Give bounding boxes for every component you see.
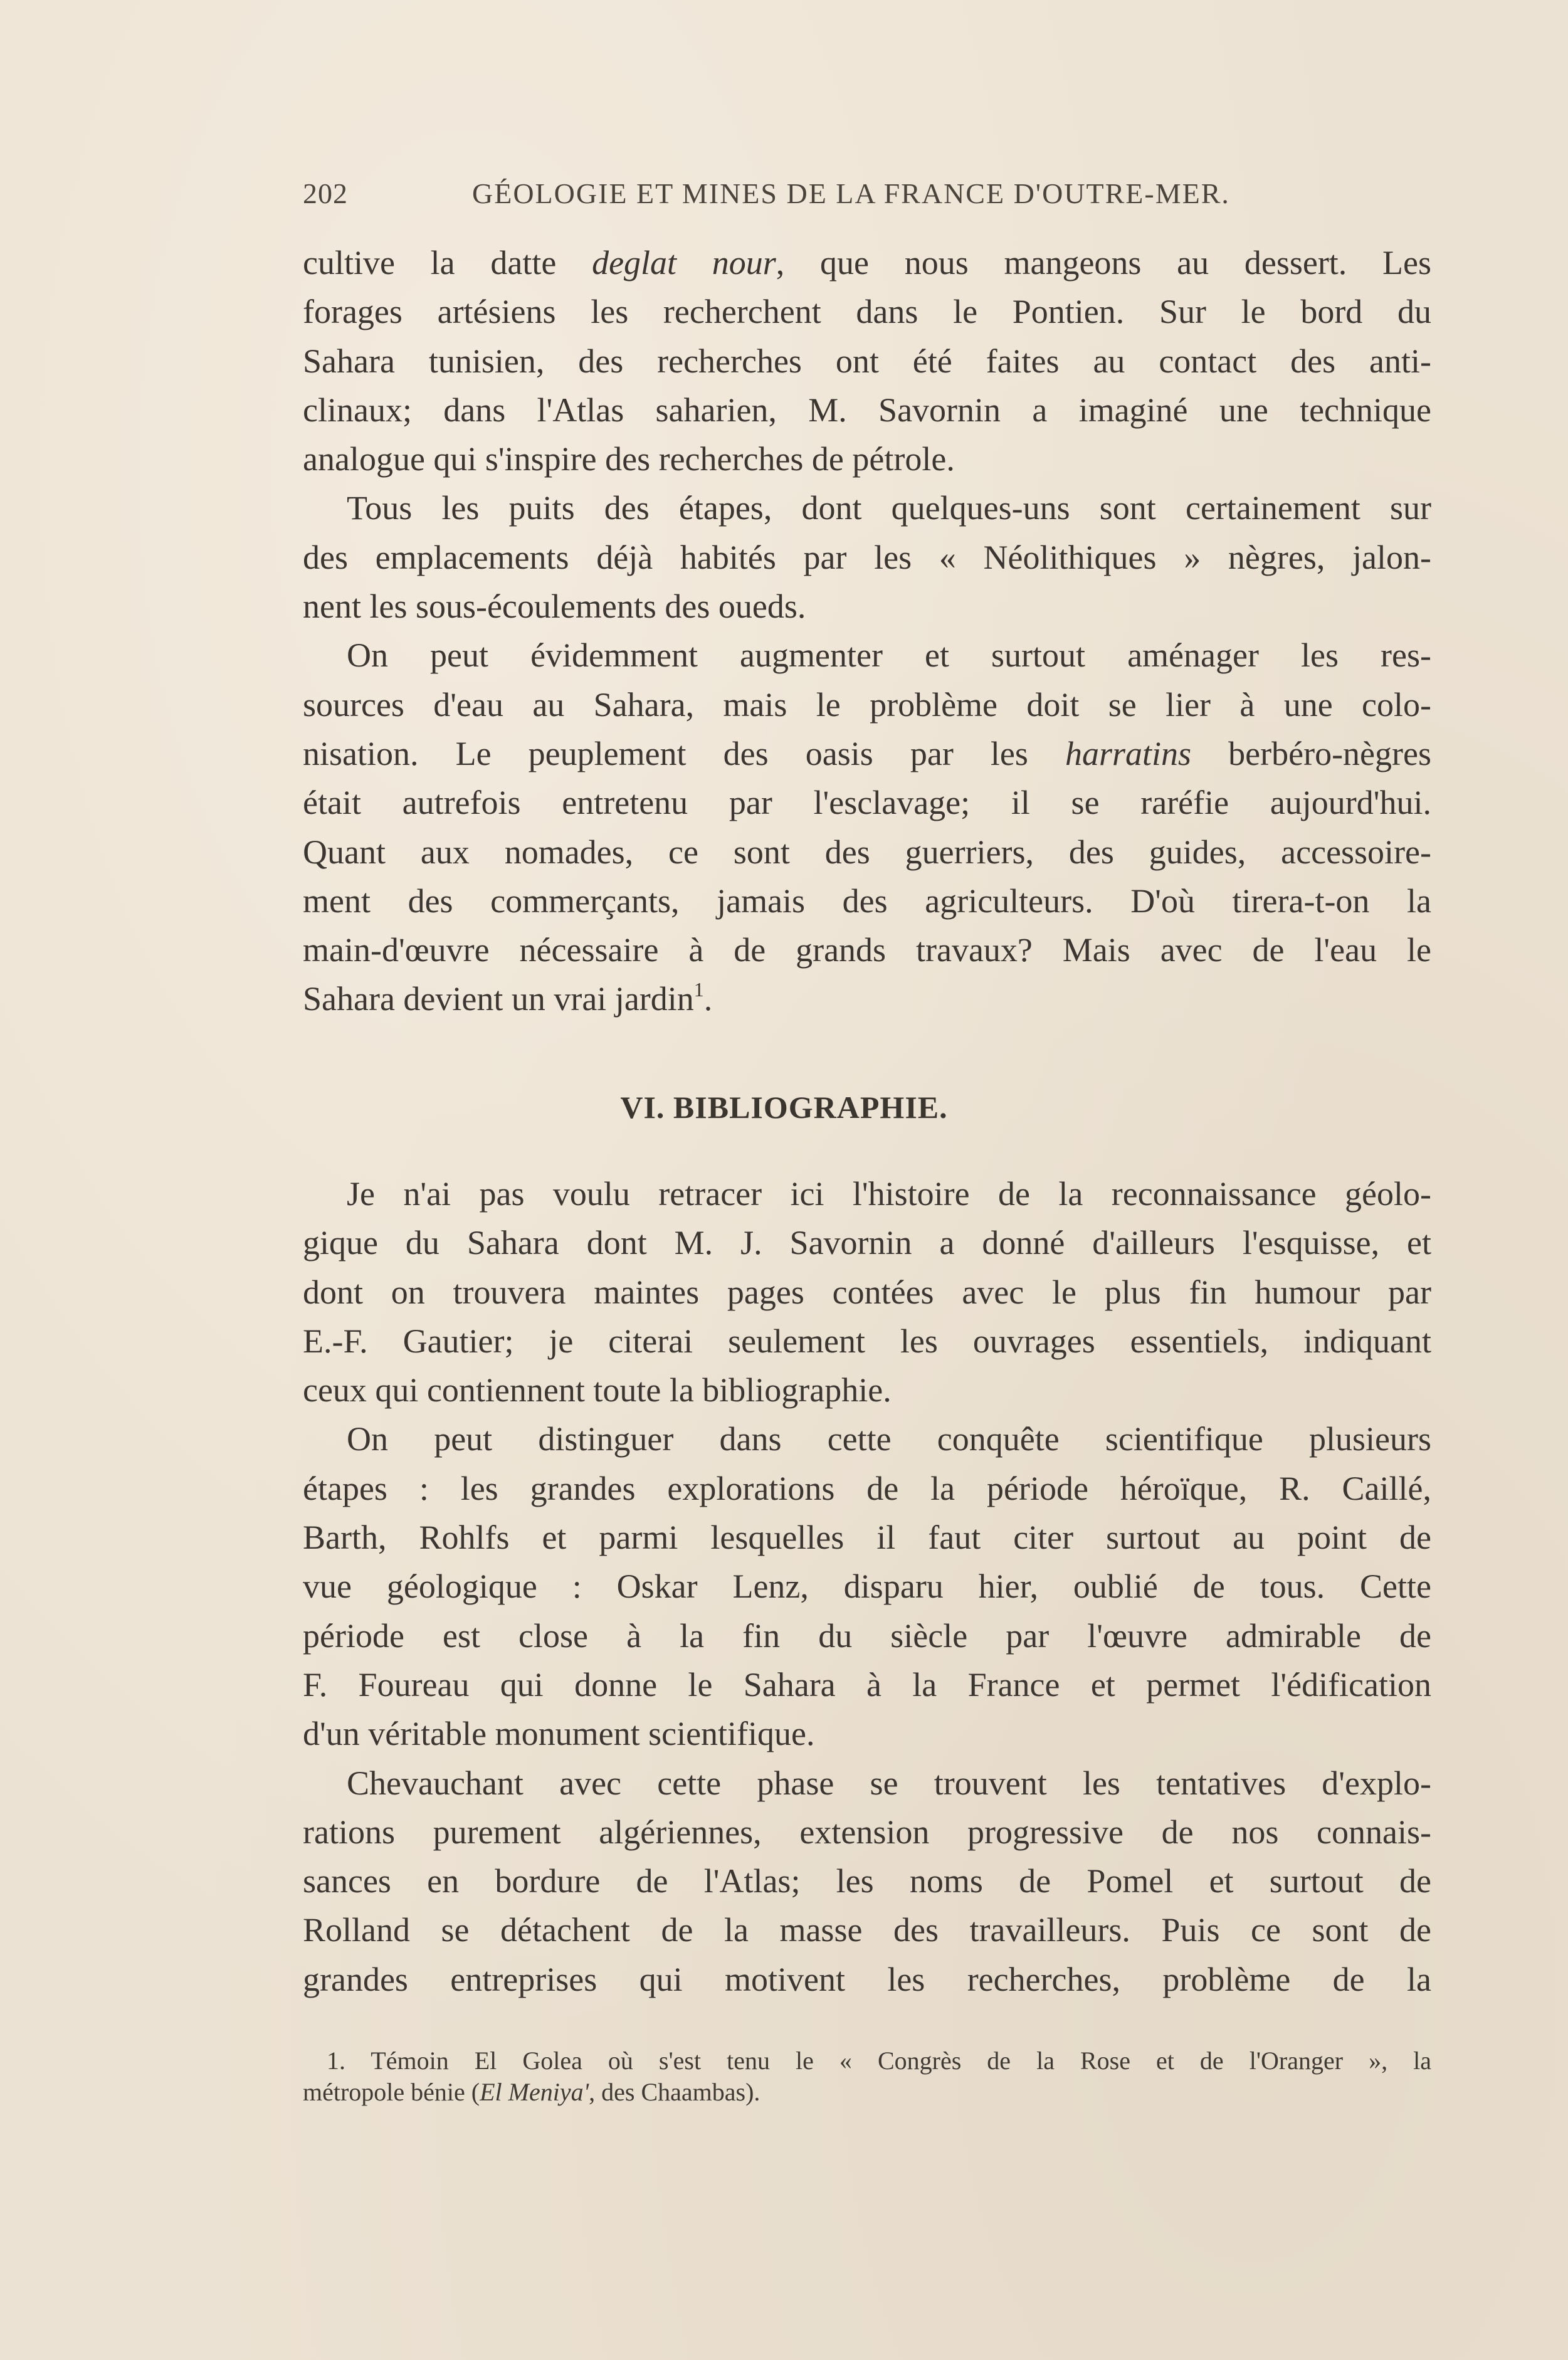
section-heading: VI. BIBLIOGRAPHIE. [620, 1090, 948, 1125]
running-title: GÉOLOGIE ET MINES DE LA FRANCE D'OUTRE-MER. [472, 177, 1230, 209]
text-line: gique du Sahara dont M. J. Savornin a donné d'ailleurs l'esquisse, et [303, 1224, 1431, 1262]
text-run: cultive la datte [303, 244, 592, 282]
text-run: , des Chaambas). [589, 2078, 760, 2106]
text-line: des emplacements déjà habités par les « Néolithiques » nègres, jalon- [303, 538, 1431, 576]
text-line: nent les sous-écoulements des oueds. [303, 587, 806, 626]
text-line: vue géologique : Oskar Lenz, disparu hier, oublié de tous. Cette [303, 1567, 1431, 1606]
text-line: On peut distinguer dans cette conquête scientifique plusieurs [347, 1420, 1431, 1458]
text-run: berbéro-nègres [1191, 734, 1431, 772]
text-line: Je n'ai pas voulu retracer ici l'histoire de la reconnaissance géolo- [347, 1175, 1431, 1213]
paragraph [303, 483, 1431, 631]
body-text-section-two [303, 1169, 1431, 2004]
text-run: métropole bénie ( [303, 2078, 480, 2106]
text-line: dont on trouvera maintes pages contées avec le plus fin humour par [303, 1273, 1431, 1311]
text-line [303, 238, 1431, 287]
text-line: ceux qui contiennent toute la bibliographie. [303, 1371, 892, 1409]
text-line: Chevauchant avec cette phase se trouvent les tentatives d'explo- [347, 1764, 1431, 1802]
text-line: sances en bordure de l'Atlas; les noms de Pomel et surtout de [303, 1862, 1431, 1900]
footnote-line: 1. Témoin El Golea où s'est tenu le « Congrès de la Rose et de l'Oranger », la [327, 2047, 1431, 2075]
text-line: Sahara tunisien, des recherches ont été faites au contact des anti- [303, 342, 1431, 380]
text-line: E.-F. Gautier; je citerai seulement les ouvrages essentiels, indiquant [303, 1322, 1431, 1360]
text-line: Rolland se détachent de la masse des travailleurs. Puis ce sont de [303, 1911, 1431, 1949]
text-line: Quant aux nomades, ce sont des guerriers, des guides, accessoire- [303, 833, 1431, 871]
paragraph [303, 631, 1431, 1023]
body-text-section-one [303, 238, 1431, 1024]
text-line: F. Foureau qui donne le Sahara à la France et permet l'édification [303, 1665, 1431, 1704]
text-line: clinaux; dans l'Atlas saharien, M. Savornin a imaginé une technique [303, 391, 1431, 429]
text-line [303, 974, 1431, 1023]
paragraph [303, 238, 1431, 483]
text-line: rations purement algériennes, extension progressive de nos connais- [303, 1813, 1431, 1851]
footnote [303, 2045, 1431, 2108]
text-line: analogue qui s'inspire des recherches de pétrole. [303, 440, 955, 478]
text-run: . [703, 980, 713, 1018]
text-run: Sahara devient un vrai jardin [303, 980, 694, 1018]
page-number: 202 [303, 177, 348, 209]
text-line: était autrefois entretenu par l'esclavage; il se raréfie aujourd'hui. [303, 784, 1431, 822]
text-line: On peut évidemment augmenter et surtout aménager les res- [347, 636, 1431, 675]
text-line: Barth, Rohlfs et parmi lesquelles il faut citer surtout au point de [303, 1519, 1431, 1557]
text-line: sources d'eau au Sahara, mais le problème doit se lier à une colo- [303, 685, 1431, 724]
paragraph [303, 1759, 1431, 2004]
text-line: d'un véritable monument scientifique. [303, 1715, 815, 1753]
italic-term: El Meniya' [480, 2078, 589, 2106]
footnote-line [303, 2077, 1431, 2108]
footnote-reference[interactable]: 1 [693, 978, 704, 1001]
text-line: période est close à la fin du siècle par l'œuvre admirable de [303, 1616, 1431, 1655]
paragraph [303, 1414, 1431, 1758]
italic-term: harratins [1065, 734, 1192, 772]
running-head [303, 177, 1293, 214]
text-run: nisation. Le peuplement des oasis par les [303, 734, 1065, 772]
text-line: main-d'œuvre nécessaire à de grands travaux? Mais avec de l'eau le [303, 931, 1431, 969]
text-line: grandes entreprises qui motivent les recherches, problème de la [303, 1960, 1431, 1998]
text-line: Tous les puits des étapes, dont quelques-uns sont certainement sur [347, 489, 1431, 527]
paragraph [303, 1169, 1431, 1414]
text-line: étapes : les grandes explorations de la période héroïque, R. Caillé, [303, 1469, 1431, 1507]
text-line [303, 729, 1431, 778]
text-line: ment des commerçants, jamais des agriculteurs. D'où tirera-t-on la [303, 882, 1431, 920]
text-line: forages artésiens les recherchent dans le Pontien. Sur le bord du [303, 293, 1431, 331]
text-run: , que nous mangeons au dessert. Les [776, 244, 1432, 282]
italic-term: deglat nour [592, 244, 776, 282]
